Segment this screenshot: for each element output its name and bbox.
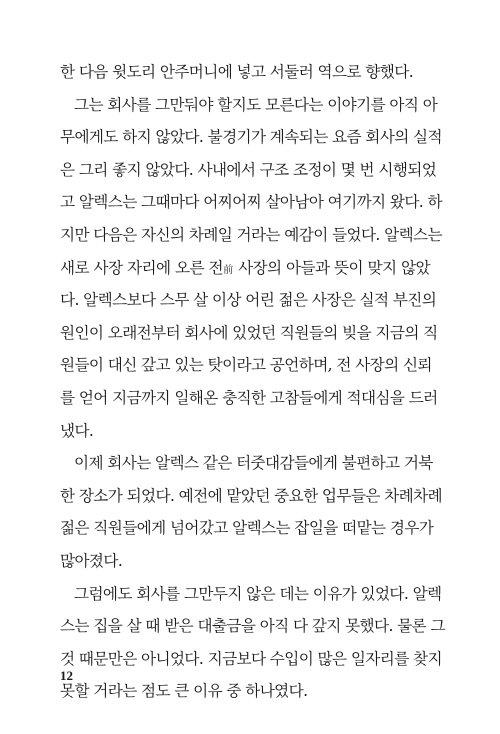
text-line-with-hanja [60, 252, 430, 285]
text-fragment: 사장의 아들과 뜻이 맞지 않았 [238, 258, 430, 277]
text-line: 한 다음 윗도리 안주머니에 넣고 서둘러 역으로 향했다. [60, 63, 414, 81]
hanja-annotation: 前 [223, 264, 234, 276]
text-line: 못할 거라는 점도 큰 이유 중 하나였다. [60, 682, 308, 701]
text-line: 많아졌다. [60, 551, 123, 570]
body-text [60, 56, 445, 708]
text-line: 지만 다음은 자신의 차례일 거라는 예감이 들었다. 알렉스는 [60, 225, 442, 244]
text-line: 다. 알렉스보다 스무 살 이상 어린 젊은 사장은 실적 부진의 [60, 291, 437, 310]
text-line: 그는 회사를 그만둬야 할지도 모른다는 이야기를 아직 아 [74, 95, 438, 114]
text-line: 무에게도 하지 않았다. 불경기가 계속되는 요즘 회사의 실적 [60, 128, 442, 147]
text-line: 그럼에도 회사를 그만두지 않은 데는 이유가 있었다. 알렉 [74, 584, 442, 603]
text-line: 스는 집을 살 때 받은 대출금을 아직 다 갚지 못했다. 물론 그 [60, 617, 445, 636]
text-line: 고 알렉스는 그때마다 어찌어찌 살아남아 여기까지 왔다. 하 [60, 193, 442, 212]
text-line: 냈다. [60, 421, 94, 440]
text-line: 이제 회사는 알렉스 같은 터줏대감들에게 불편하고 거북 [74, 454, 433, 473]
text-line: 것 때문만은 아니었다. 지금보다 수입이 많은 일자리를 찾지 [60, 649, 442, 668]
text-line: 젊은 직원들에게 넘어갔고 알렉스는 잡일을 떠맡는 경우가 [60, 519, 434, 538]
text-line: 를 얻어 지금까지 일해온 충직한 고참들에게 적대심을 드러 [60, 388, 438, 407]
text-fragment: 새로 사장 자리에 오른 전 [60, 258, 223, 277]
text-line: 한 장소가 되었다. 예전에 맡았던 중요한 업무들은 차례차례 [60, 486, 442, 505]
text-line: 원인이 오래전부터 회사에 있었던 직원들의 빚을 지금의 직 [60, 323, 438, 342]
page-number: 12 [60, 668, 73, 683]
text-line: 은 그리 좋지 않았다. 사내에서 구조 조정이 몇 번 시행되었 [60, 160, 437, 179]
text-line: 원들이 대신 갚고 있는 탓이라고 공언하며, 전 사장의 신뢰 [60, 356, 432, 375]
